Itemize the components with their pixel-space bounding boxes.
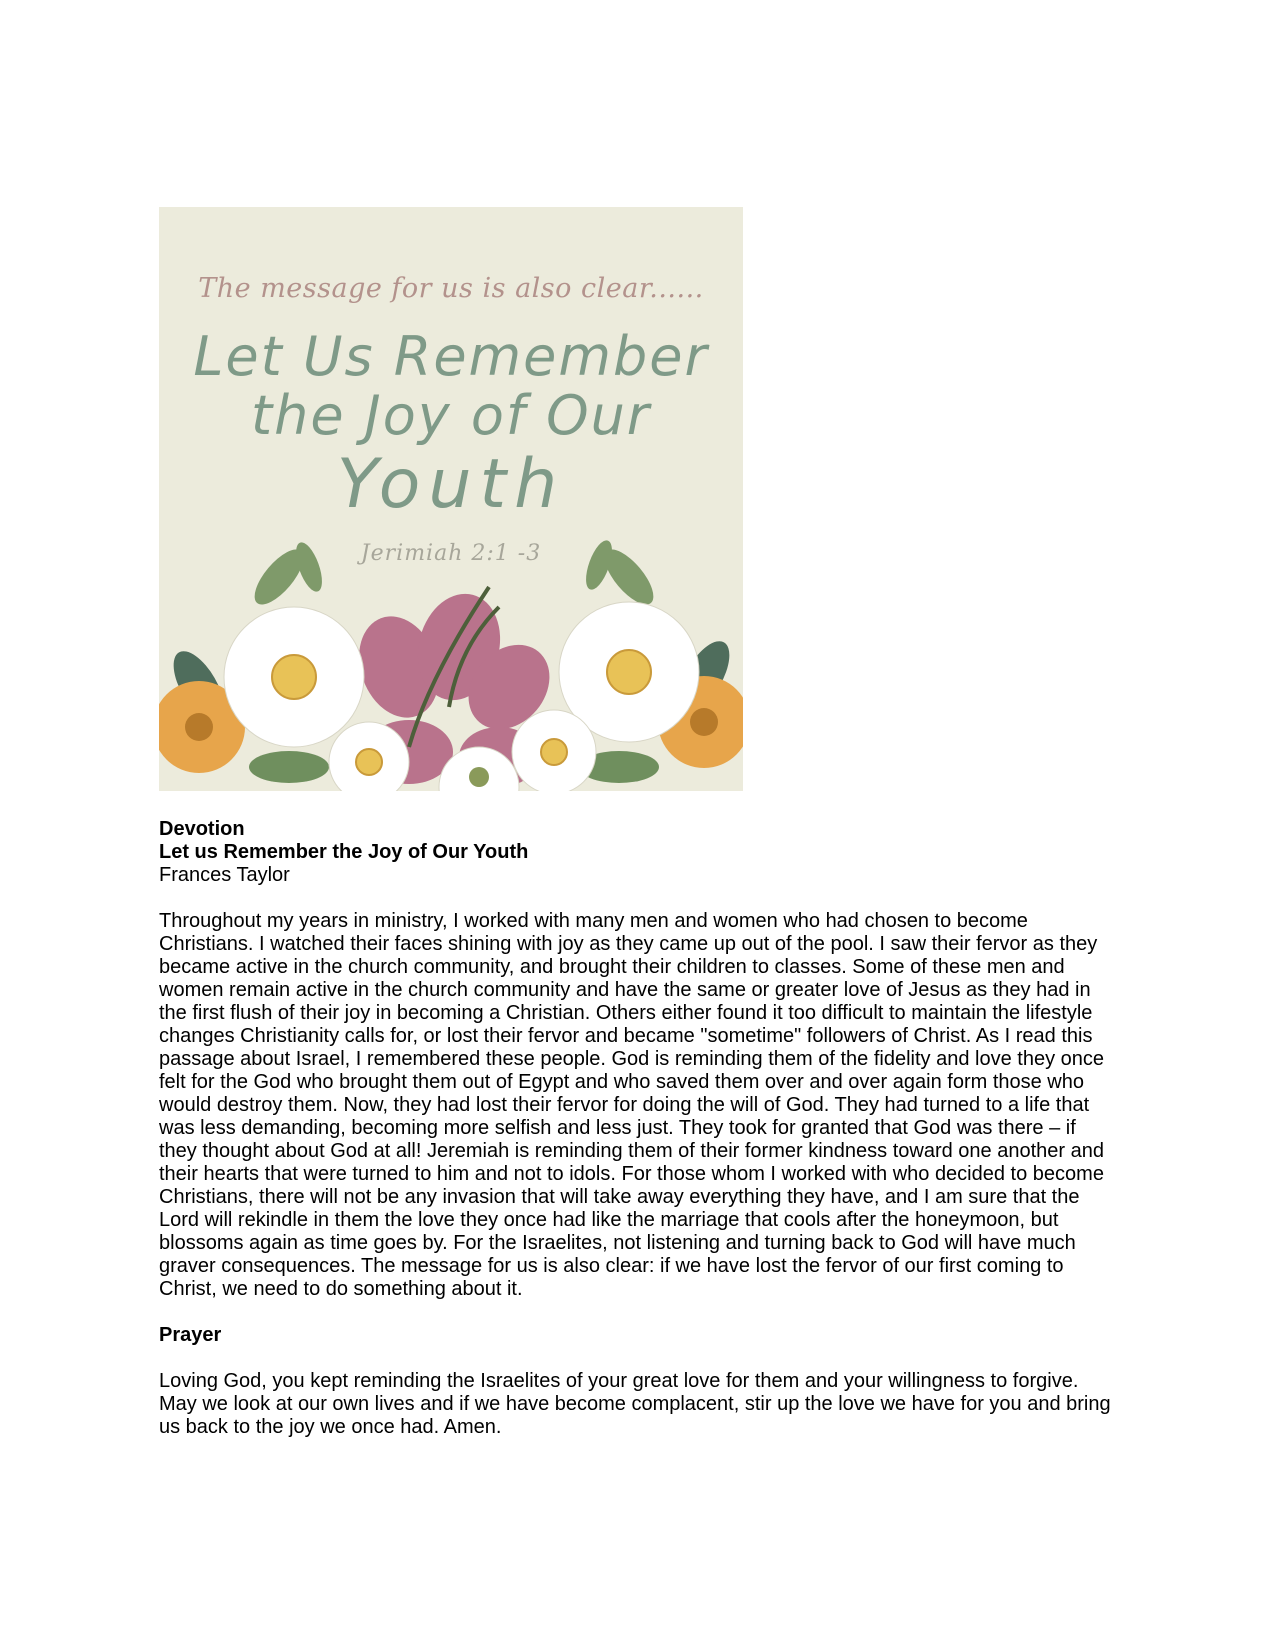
devotion-title: Let us Remember the Joy of Our Youth <box>159 841 529 863</box>
prayer-heading: Prayer <box>159 1324 222 1346</box>
graphic-title-line3: Youth <box>336 444 566 524</box>
graphic-scripture-reference: Jerimiah 2:1 -3 <box>360 541 542 566</box>
flower-bouquet-illustration <box>159 207 743 791</box>
devotion-graphic <box>159 207 743 791</box>
devotion-text-block <box>159 818 1119 1439</box>
devotion-heading: Devotion <box>159 818 245 840</box>
devotion-author: Frances Taylor <box>159 864 290 886</box>
prayer-body: Loving God, you kept reminding the Israelites of your great love for them and your willingness to forgive. May we look at our own lives and if we have become complacent, stir up the love we have for you and bring us back to the joy we once had. Amen. <box>159 1370 1111 1438</box>
graphic-tagline: The message for us is also clear...... <box>198 273 704 304</box>
graphic-title-line1: Let Us Remember <box>193 325 709 388</box>
devotion-body: Throughout my years in ministry, I worked with many men and women who had chosen to become Christians. I watched their faces shining with joy as they came up out of the pool. I saw their fervor as they became active in the church community, and brought their children to classes. Some of these men and women remain active in the church community and have the same or greater love of Jesus as they had in the first flush of their joy in becoming a Christian. Others either found it too difficult to maintain the lifestyle changes Christianity calls for, or lost their fervor and became "sometime" followers of Christ. As I read this passage about Israel, I remembered these people. God is reminding them of the fidelity and love they once felt for the God who brought them out of Egypt and who saved them over and over again form those who would destroy them. Now, they had lost their fervor for doing the will of God. They had turned to a life that was less demanding, becoming more selfish and less just. They took for granted that God was there – if they thought about God at all! Jeremiah is reminding them of their former kindness toward one another and their hearts that were turned to him and not to idols. For those whom I worked with who decided to become Christians, there will not be any invasion that will take away everything they have, and I am sure that the Lord will rekindle in them the love they once had like the marriage that cools after the honeymoon, but blossoms again as time goes by. For the Israelites, not listening and turning back to God will have much graver consequences. The message for us is also clear: if we have lost the fervor of our first coming to Christ, we need to do something about it. <box>159 910 1104 1300</box>
graphic-title-line2: the Joy of Our <box>250 384 651 448</box>
